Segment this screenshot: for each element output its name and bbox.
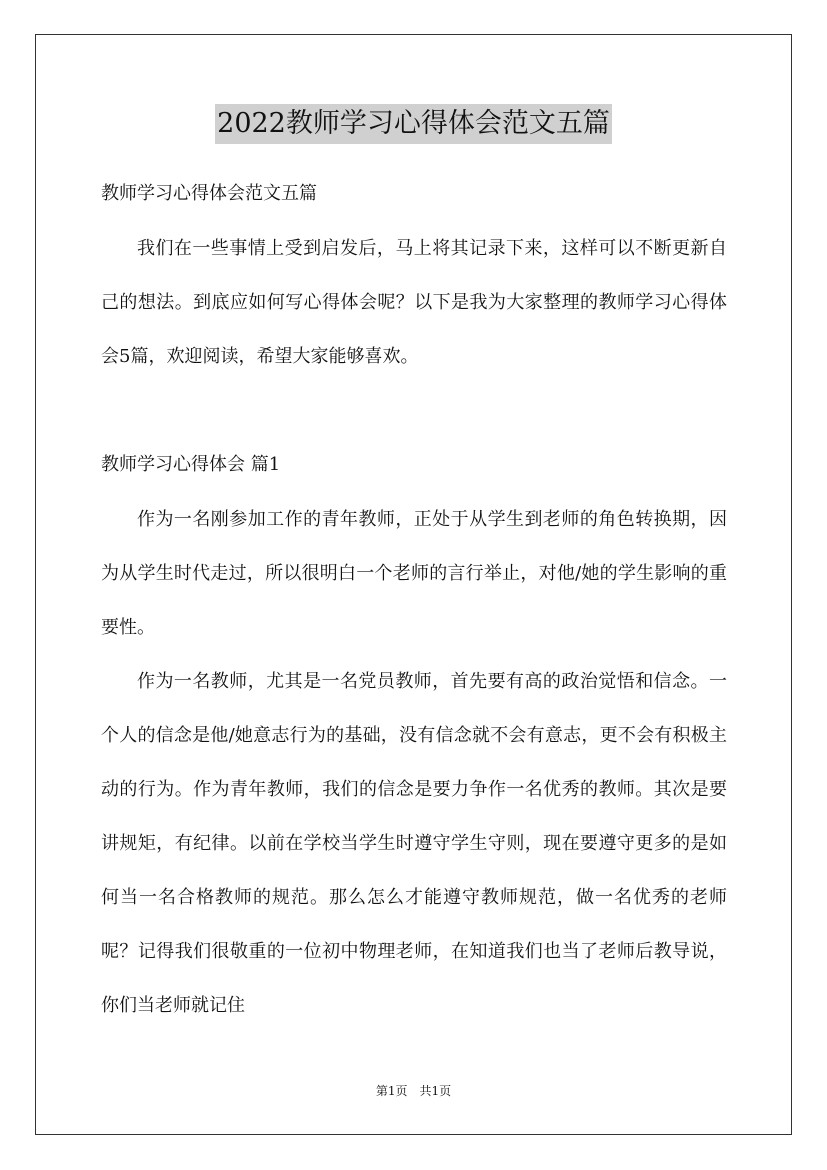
body-paragraph-1: 作为一名刚参加工作的青年教师，正处于从学生到老师的角色转换期，因为从学生时代走过，所以很明白一个老师的言行举止，对他/她的学生影响的重要性。: [101, 509, 727, 638]
section-heading: 教师学习心得体会 篇1: [101, 454, 281, 475]
document-title: [0, 102, 827, 144]
page-footer: 第1页 共1页: [375, 1084, 452, 1098]
document-subtitle: 教师学习心得体会范文五篇: [101, 183, 317, 204]
document-title-text: 2022教师学习心得体会范文五篇: [215, 104, 612, 144]
intro-paragraph: 我们在一些事情上受到启发后，马上将其记录下来，这样可以不断更新自己的想法。到底应如何写心得体会呢？以下是我为大家整理的教师学习心得体会5篇，欢迎阅读，希望大家能够喜欢。: [101, 238, 727, 367]
body-paragraph-2: 作为一名教师，尤其是一名党员教师，首先要有高的政治觉悟和信念。一个人的信念是他/她意志行为的基础，没有信念就不会有意志，更不会有积极主动的行为。作为青年教师，我们的信念是要力争作一名优秀的教师。其次是要讲规矩，有纪律。以前在学校当学生时遵守学生守则，现在要遵守更多的是如何当一名合格教师的规范。那么怎么才能遵守教师规范，做一名优秀的老师呢？记得我们很敬重的一位初中物理老师，在知道我们也当了老师后教导说，你们当老师就记住: [101, 671, 727, 1016]
